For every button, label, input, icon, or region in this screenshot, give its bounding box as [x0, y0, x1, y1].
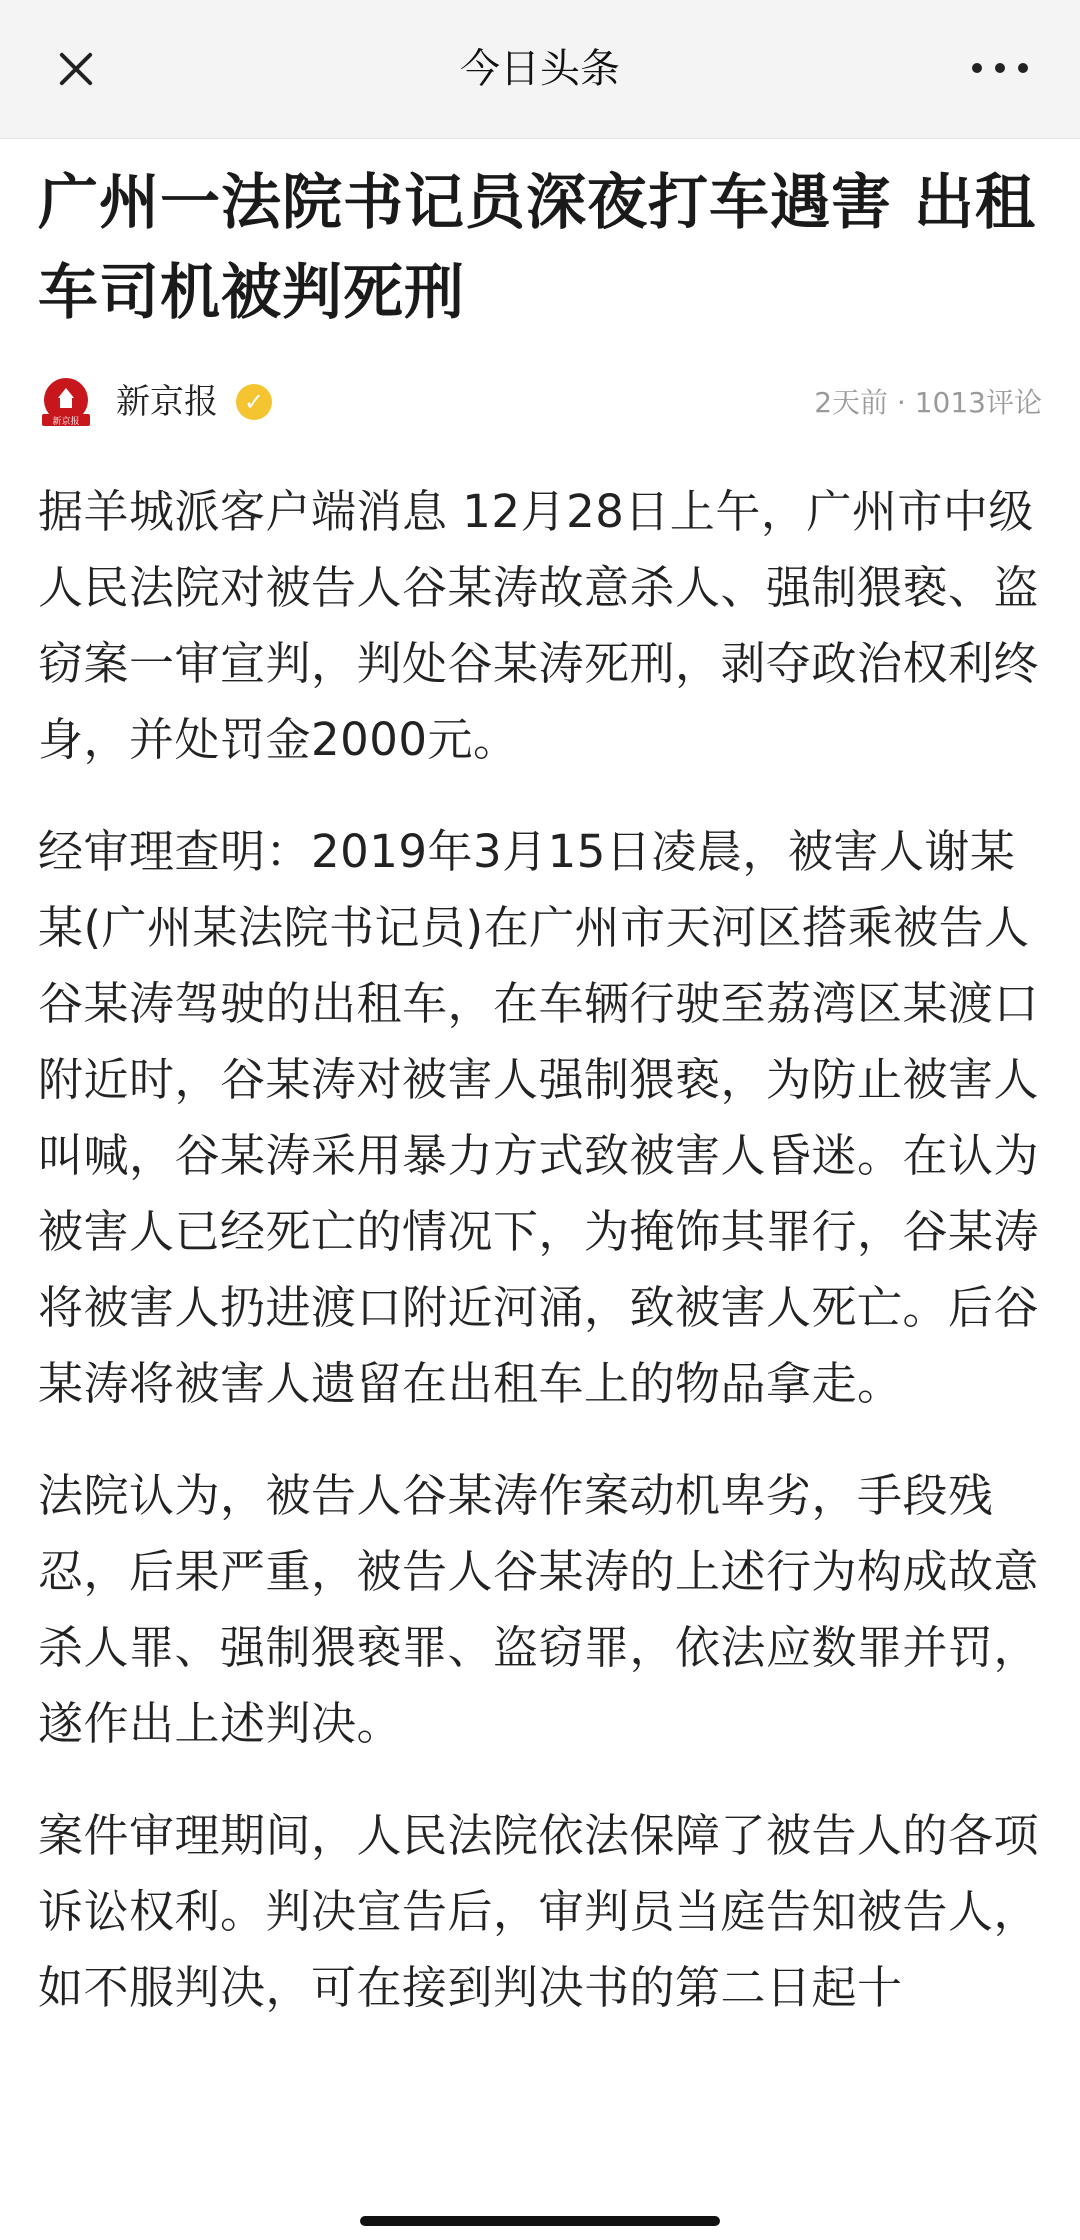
app-title: 今日头条 — [460, 46, 620, 92]
article — [38, 158, 1042, 2026]
article-headline: 广州一法院书记员深夜打车遇害 出租车司机被判死刑 — [38, 168, 1036, 328]
top-navigation-bar — [0, 0, 1080, 139]
source-name[interactable]: 新京报 — [116, 382, 218, 422]
source-logo-text: 新京报 — [52, 417, 80, 427]
article-paragraph: 法院认为，被告人谷某涛作案动机卑劣，手段残忍，后果严重，被告人谷某涛的上述行为构成故意杀人罪、强制猥亵罪、盗窃罪，依法应数罪并罚，遂作出上述判决。 — [38, 1469, 1040, 1750]
article-meta: 2天前 · 1013评论 — [814, 386, 1042, 419]
article-source-row — [38, 372, 1042, 432]
article-paragraph: 经审理查明：2019年3月15日凌晨，被害人谢某某(广州某法院书记员)在广州市天河区搭乘被告人谷某涛驾驶的出租车，在车辆行驶至荔湾区某渡口附近时，谷某涛对被害人强制猥亵，为防止被害人叫喊，谷某涛采用暴力方式致被害人昏迷。在认为被害人已经死亡的情况下，为掩饰其罪行，谷某涛将被害人扔进渡口附近河涌，致被害人死亡。后谷某涛将被害人遗留在出租车上的物品拿走。 — [38, 825, 1040, 1410]
more-dot — [995, 63, 1005, 73]
article-paragraph: 据羊城派客户端消息 12月28日上午，广州市中级人民法院对被告人谷某涛故意杀人、强制猥亵、盗窃案一审宣判，判处谷某涛死刑，剥夺政治权利终身，并处罚金2000元。 — [38, 485, 1040, 766]
more-options-icon[interactable] — [972, 52, 1028, 84]
more-dot — [972, 63, 982, 73]
more-dot — [1018, 63, 1028, 73]
home-indicator[interactable] — [360, 2216, 720, 2226]
verified-badge-icon: ✓ — [236, 384, 272, 420]
article-paragraph: 案件审理期间，人民法院依法保障了被告人的各项诉讼权利。判决宣告后，审判员当庭告知被告人，如不服判决，可在接到判决书的第二日起十 — [38, 1809, 1040, 2014]
source-logo-icon[interactable] — [38, 376, 94, 428]
